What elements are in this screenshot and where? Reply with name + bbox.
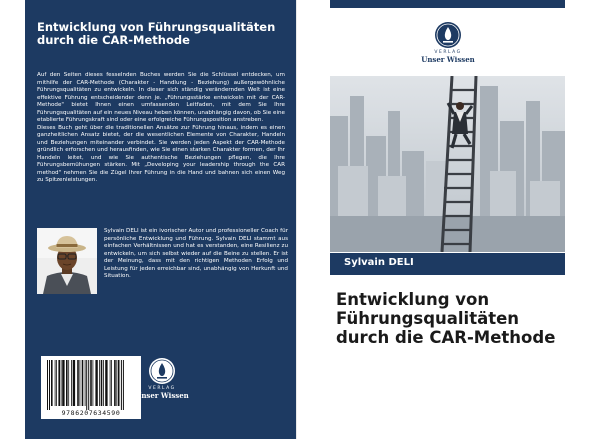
front-cover-title: Entwicklung von Führungsqualitäten durch die CAR-Methode [336, 290, 556, 347]
book-spine [296, 0, 317, 439]
back-cover-title: Entwicklung von Führungsqualitäten durch die CAR-Methode [37, 20, 276, 47]
front-publisher-logo [408, 22, 488, 64]
front-top-bar [330, 0, 565, 8]
publisher-emblem-icon [435, 22, 461, 48]
publisher-name: Unser Wissen [135, 391, 189, 400]
blurb-paragraph: Dieses Buch geht über die traditionellen Ansätze zur Führung hinaus, indem es einen ganzheitlichen Ansatz bietet, der die wesentlichen Elemente von Charakter, Handeln und Beziehungen miteinander verbindet. Sie werden jeden Aspekt der CAR-Methode gründlich erforschen und herausfinden, wie Sie einen starken Charakter formen, der Ihr Handeln leitet, und wie Sie authentische Beziehungen pflegen, die Ihre Führungsbemühungen stärken. Mit „Developing your leadership through the CAR method" nehmen Sie die Zügel Ihrer Führung in die Hand und bahnen sich einen Weg zu Spitzenleistungen. [37, 124, 285, 183]
front-cover [316, 0, 579, 439]
publisher-emblem-icon [149, 358, 175, 384]
cover-illustration [330, 76, 565, 252]
isbn-barcode [41, 356, 141, 419]
back-cover [25, 0, 296, 439]
back-cover-blurb [37, 72, 285, 185]
author-portrait-image [37, 228, 97, 294]
publisher-verlag-label: VERLAG [148, 386, 176, 391]
book-cover-spread [25, 0, 579, 439]
author-band [330, 253, 565, 275]
publisher-name: Unser Wissen [421, 55, 475, 64]
businessman-ladder-cityscape-image [330, 76, 565, 252]
blurb-paragraph: Auf den Seiten dieses fesselnden Buches werden Sie die Schlüssel entdecken, um mithilfe der CAR-Methode (Charakter - Handlung - Beziehung) außergewöhnliche Führungsqualitäten zu entwickeln. In dieser sich ständig verändernden Welt ist eine effektive Führung entscheidender denn je. „Führungsstärke entwickeln mit der CAR-Methode" bietet Ihnen einen umfassenden Leitfaden, mit dem Sie Ihre Führungsqualitäten auf ein neues Niveau heben können, unabhängig davon, ob Sie eine etablierte Führungskraft sind oder eine erfolgreiche Führungsposition anstreben. [37, 72, 285, 123]
author-photo [37, 228, 97, 294]
publisher-verlag-label: VERLAG [434, 50, 462, 55]
back-publisher-logo [132, 358, 192, 400]
author-bio: Sylvain DELI ist ein ivorischer Autor und professioneller Coach für persönliche Entwicklung und Führung. Sylvain DELI stammt aus einfachen Verhältnissen und hat es verstanden, eine Resilienz zu entwickeln, um sich selbst wieder auf die Beine zu stellen. Er ist der Meinung, dass mit den richtigen Methoden Erfolg und Leistung für jeden erreichbar sind, unabhängig von Herkunft und Situation. [104, 228, 288, 279]
front-author-name: Sylvain DELI [344, 257, 414, 268]
isbn-number: 9786207634590 [61, 409, 121, 417]
